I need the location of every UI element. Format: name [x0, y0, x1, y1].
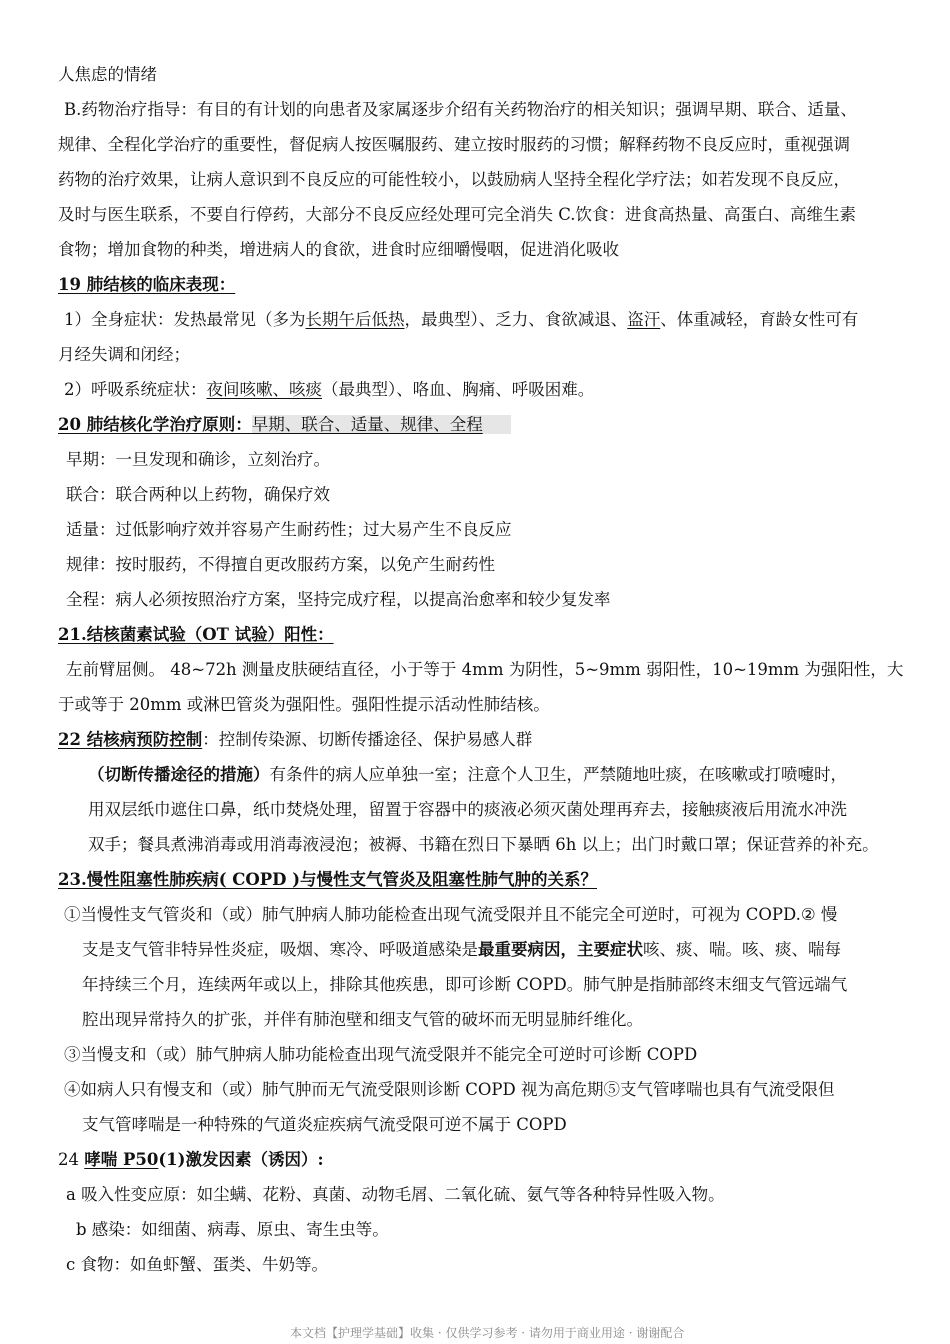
highlighted-principles: 早期、联合、适量、规律、全程: [252, 415, 511, 434]
text-line: 药物的治疗效果，让病人意识到不良反应的可能性较小，以鼓励病人坚持全程化学疗法；如若发现不良反应，: [58, 170, 850, 189]
footer-text: 本文档【护理学基础】收集 · 仅供学习参考 · 请勿用于商业用途 · 谢谢配合: [290, 1326, 685, 1340]
text-line: B.药物治疗指导：有目的有计划的向患者及家属逐步介绍有关药物治疗的相关知识；强调早期、联合、适量、: [64, 100, 857, 119]
text-span: ：控制传染源、切断传播途径、保护易感人群: [202, 730, 533, 749]
text-line: 双手；餐具煮沸消毒或用消毒液浸泡；被褥、书籍在烈日下暴晒 6h 以上；出门时戴口罩；保证营养的补充。: [88, 835, 879, 854]
section-heading-20: [58, 414, 511, 436]
text-line: c 食物：如鱼虾蟹、蛋类、牛奶等。: [66, 1255, 328, 1274]
text-line: 左前臂屈侧。 48~72h 测量皮肤硬结直径，小于等于 4mm 为阴性，5~9mm 弱阳性，10~19mm 为强阳性，大: [66, 660, 904, 679]
text-line: 于或等于 20mm 或淋巴管炎为强阳性。强阳性提示活动性肺结核。: [58, 695, 550, 714]
text-line: ①当慢性支气管炎和（或）肺气肿病人肺功能检查出现气流受限并且不能完全可逆时，可视为 COPD.② 慢: [64, 905, 838, 924]
text-line: 年持续三个月，连续两年或以上，排除其他疾患，即可诊断 COPD。肺气肿是指肺部终末细支气管远端气: [82, 975, 848, 994]
text-span: 有条件的病人应单独一室；注意个人卫生，严禁随地吐痰，在咳嗽或打喷嚏时，: [269, 765, 847, 784]
text-span: ，最典型）、乏力、食欲减退、: [404, 310, 628, 329]
heading-label: 22 结核病预防控制: [58, 730, 203, 749]
text-line: ③当慢支和（或）肺气肿病人肺功能检查出现气流受限并不能完全可逆时可诊断 COPD: [64, 1045, 698, 1064]
text-line: b 感染：如细菌、病毒、原虫、寄生虫等。: [76, 1220, 389, 1239]
text-line: 早期：一旦发现和确诊，立刻治疗。: [66, 450, 330, 469]
text-line: 月经失调和闭经；: [58, 345, 190, 364]
text-line: 腔出现异常持久的扩张，并伴有肺泡壁和细支气管的破坏而无明显肺纤维化。: [82, 1010, 643, 1029]
page-footer: [290, 1318, 685, 1340]
text-line: [82, 939, 841, 961]
text-span: 2）呼吸系统症状：: [64, 380, 207, 399]
text-span: 咳、痰、喘。咳、痰、喘每: [643, 940, 841, 959]
bold-term: （切断传播途径的措施）: [88, 765, 270, 784]
section-heading-19: 19 肺结核的临床表现：: [58, 275, 236, 294]
section-heading-24: [58, 1149, 324, 1171]
text-span: 1）全身症状：发热最常见（多为: [64, 310, 306, 329]
text-line: 规律、全程化学治疗的重要性，督促病人按医嘱服药、建立按时服药的习惯；解释药物不良反应时，重视强调: [58, 135, 850, 154]
underlined-term: 长期午后低热: [305, 310, 405, 329]
text-line: 全程：病人必须按照治疗方案，坚持完成疗程，以提高治愈率和较少复发率: [66, 590, 611, 609]
text-line: 规律：按时服药，不得擅自更改服药方案，以免产生耐药性: [66, 555, 495, 574]
text-span: 24: [58, 1150, 85, 1169]
text-line: 联合：联合两种以上药物，确保疗效: [66, 485, 330, 504]
text-span: 、体重减轻，育龄女性可有: [660, 310, 859, 329]
bold-term: 最重要病因，主要症状: [478, 940, 643, 959]
heading-label: 20 肺结核化学治疗原则：: [58, 415, 252, 434]
text-line: ④如病人只有慢支和（或）肺气肿而无气流受限则诊断 COPD 视为高危期⑤支气管哮喘也具有气流受限但: [64, 1080, 835, 1099]
text-line: a 吸入性变应原：如尘螨、花粉、真菌、动物毛屑、二氧化硫、氨气等各种特异性吸入物。: [66, 1185, 725, 1204]
text-line: [64, 379, 594, 401]
text-line: 人焦虑的情绪: [58, 65, 157, 84]
text-line: [64, 309, 858, 331]
text-line: 食物；增加食物的种类，增进病人的食欲，进食时应细嚼慢咽，促进消化吸收: [58, 240, 619, 259]
text-span: 支是支气管非特异性炎症，吸烟、寒冷、呼吸道感染是: [82, 940, 478, 959]
text-line: 支气管哮喘是一种特殊的气道炎症疾病气流受限可逆不属于 COPD: [82, 1115, 567, 1134]
text-line: 用双层纸巾遮住口鼻，纸巾焚烧处理，留置于容器中的痰液必须灭菌处理再弃去，接触痰液后用流水冲洗: [88, 800, 847, 819]
text-span: （最典型）、咯血、胸痛、呼吸困难。: [322, 380, 595, 399]
section-heading-21: 21.结核菌素试验（OT 试验）阳性：: [58, 625, 334, 644]
underlined-term: 夜间咳嗽、咳痰: [206, 380, 322, 399]
text-line: 适量：过低影响疗效并容易产生耐药性；过大易产生不良反应: [66, 520, 512, 539]
heading-label: (1)激发因素（诱因）:: [158, 1150, 324, 1169]
section-heading-23: 23.慢性阻塞性肺疾病( COPD )与慢性支气管炎及阻塞性肺气肿的关系？: [58, 870, 598, 889]
heading-label: 哮喘 P50: [84, 1150, 159, 1169]
text-line: [88, 764, 847, 786]
section-heading-22: [58, 729, 532, 751]
text-line: 及时与医生联系，不要自行停药，大部分不良反应经处理可完全消失 C.饮食：进食高热量、高蛋白、高维生素: [58, 205, 857, 224]
underlined-term: 盗汗: [627, 310, 661, 329]
